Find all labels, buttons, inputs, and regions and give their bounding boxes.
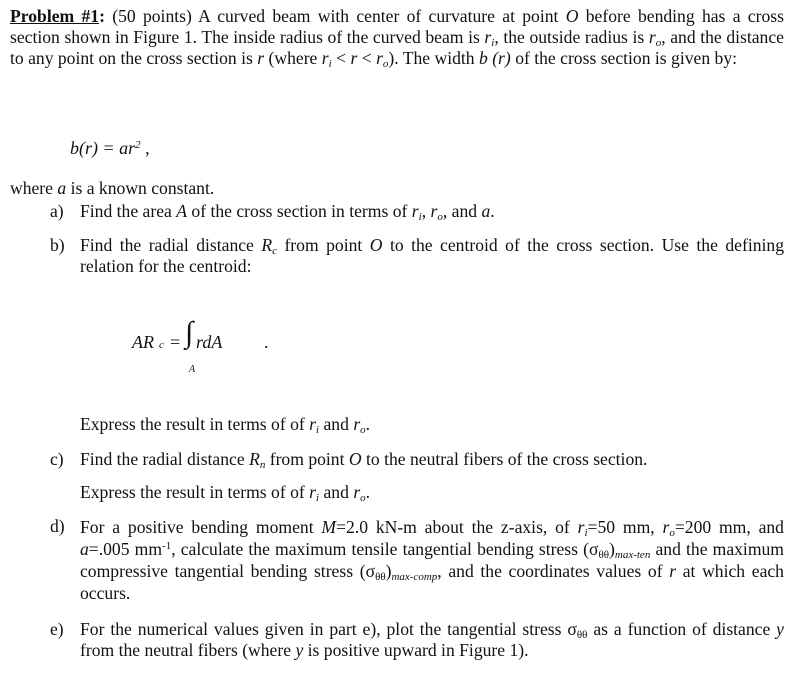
part-b-express: Express the result in terms of of $r_i$ and $r_o$. xyxy=(80,414,371,436)
part-b-label: b) xyxy=(50,235,65,255)
centroid-equation: AR c = ∫ rdA A . xyxy=(132,316,269,375)
part-a-label: a) xyxy=(50,201,64,221)
problem-heading: Problem #1 xyxy=(10,6,100,26)
part-c-express: Express the result in terms of of $r_i$ and $r_o$. xyxy=(80,482,371,504)
integral-sign: ∫ xyxy=(185,316,194,349)
part-e-label: e) xyxy=(50,619,64,639)
width-equation: $b(r) = ar^2$ , xyxy=(70,138,150,158)
where-line: where a is a known constant. xyxy=(10,178,215,198)
problem-intro: Problem #1: (50 points) A curved beam with center of curvature at point O before bending has a cross section shown in Figure 1. The inside radius of the curved beam is $r_i$, the outside radius is $r_o$, and the distance to any point on the cross section is r (where $r_i < r < r_o$). The width b (r) of the cross section is given by: xyxy=(10,6,784,70)
part-c-label: c) xyxy=(50,449,64,469)
part-d-label: d) xyxy=(50,516,65,536)
problem-points: (50 points) xyxy=(112,6,192,26)
